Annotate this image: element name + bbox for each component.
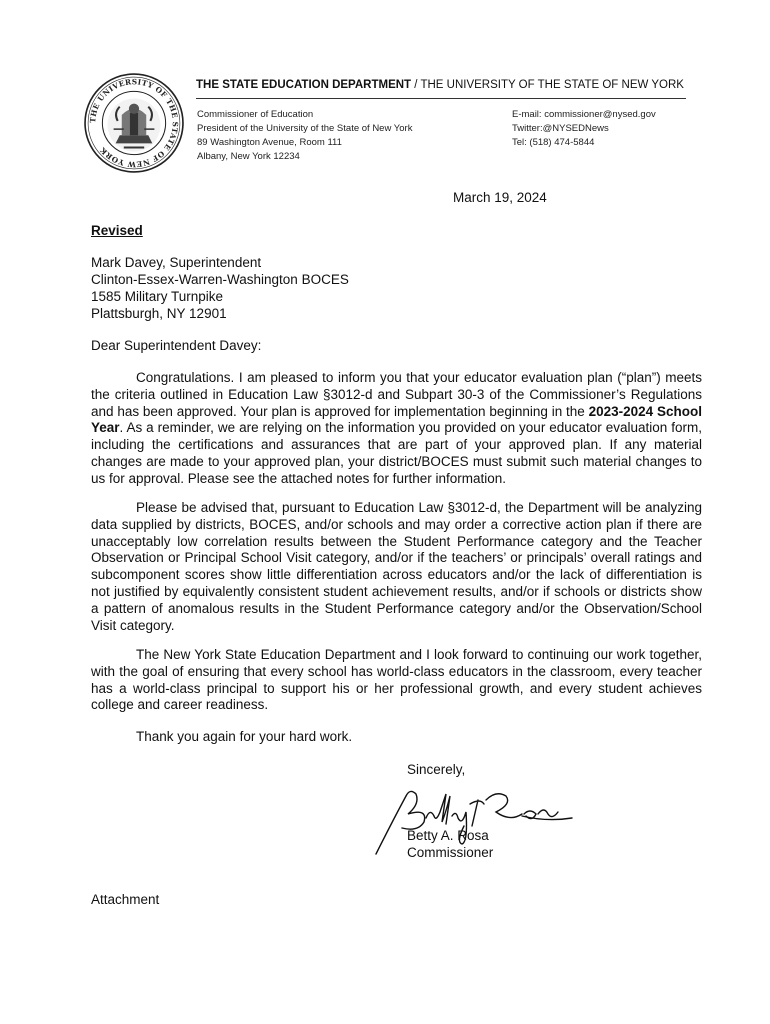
letterhead-phone: Tel: (518) 474-5844 [512,137,595,148]
recipient-address [91,254,349,322]
signer-title: Commissioner [407,845,494,860]
letterhead-title: THE STATE EDUCATION DEPARTMENT / THE UNIVERSITY OF THE STATE OF NEW YORK [196,79,684,91]
letterhead-address-block [197,108,412,164]
revised-label: Revised [91,223,143,238]
letterhead-divider [196,98,686,99]
letterhead-office-secondary: President of the University of the State of New York [197,123,413,134]
body-paragraph-goals: The New York State Education Department and I look forward to continuing our work together, with the goal of ensuring that every school has world-class educators in the classroom, every teacher has a world-class principal to support his or her professional growth, and every student achieves college and career readiness. [91,647,702,713]
salutation: Dear Superintendent Davey: [91,338,262,353]
letterhead-city: Albany, New York 12234 [197,151,300,162]
signer-block [407,827,493,861]
attachment-label: Attachment [91,892,160,907]
letterhead-contact-block [512,108,656,150]
letter-date: March 19, 2024 [453,190,547,205]
nys-university-seal-icon [83,72,185,174]
body-paragraph-corrective-action: Please be advised that, pursuant to Education Law §3012-d, the Department will be analyzing data supplied by districts, BOCES, and/or schools and may order a corrective action plan if there are unacceptably low correlation results between the Student Performance category and the Teacher Observation or Principal School Visit category, and/or if the teachers’ or principals’ overall ratings and subcomponent scores show little differentiation across educators and/or the lack of differentiation is not justified by equivalently consistent student achievement results, and/or if schools or districts show a pattern of anomalous results in the Student Performance category and/or the Observation/School Visit category. [91,500,702,633]
recipient-name: Mark Davey, Superintendent [91,255,262,270]
seal-ring-text: THE UNIVERSITY OF THE STATE OF NEW YORK [88,77,180,169]
signer-name: Betty A. Rosa [407,828,489,843]
recipient-city: Plattsburgh, NY 12901 [91,306,227,321]
recipient-street: 1585 Military Turnpike [91,289,224,304]
letterhead-office: Commissioner of Education [197,109,314,120]
closing: Sincerely, [407,762,466,777]
body-paragraph-approval: Congratulations. I am pleased to inform you that your educator evaluation plan (“plan”) meets the criteria outlined in Education Law §3012-d and Subpart 30-3 of the Commissioner’s Regulations and has been approved. Your plan is approved for implementation beginning in the 2023-2024 School Year. As a reminder, we are relying on the information you provided on your educator evaluation form, including the certifications and assurances that are part of your approved plan. If any material changes are made to your approved plan, your district/BOCES must submit such material changes to us for approval. Please see the attached notes for further information. [91,370,702,486]
body-paragraph-thanks: Thank you again for your hard work. [136,729,353,744]
school-year-emphasis: 2023-2024 School Year [91,403,702,436]
letterhead-email: E-mail: commissioner@nysed.gov [512,109,656,120]
recipient-organization: Clinton-Essex-Warren-Washington BOCES [91,272,349,287]
letterhead-street: 89 Washington Avenue, Room 111 [197,137,342,148]
letterhead-twitter: Twitter:@NYSEDNews [512,123,609,134]
